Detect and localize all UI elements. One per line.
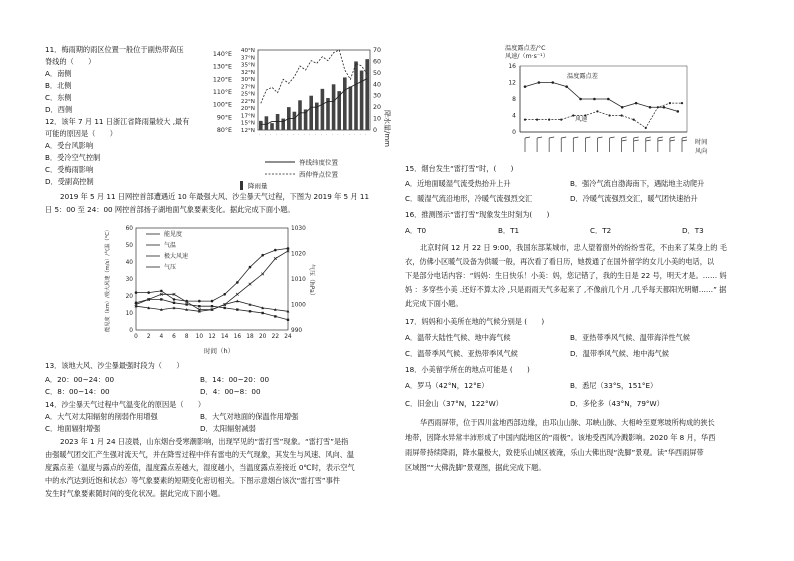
q16-option-d: D．T3 (682, 226, 704, 235)
q15-stem: 15．烟台发生“雷打雪”时，( ) (405, 164, 514, 173)
chart3-point (198, 300, 201, 303)
chart1-date-tick: · (330, 134, 335, 136)
yantai-line-1: 2023 年 1 月 24 日凌晨，山东烟台受寒潮影响，出现罕见的“雷打雪”现象。“雷打雪”是指 (60, 437, 349, 446)
chart1-rain-bar (354, 61, 358, 130)
chart1-right-axis-label: 降水量/mm (383, 110, 391, 147)
chart1-right-tick: 60 (373, 58, 382, 66)
chart2-y-tick: 0 (512, 129, 516, 136)
chart3-left-tick: 50 (125, 243, 133, 249)
q13-option-b: B．14：00~20：00 (200, 375, 270, 384)
chart3-right-tick: 1010 (291, 277, 306, 283)
story-line-3: 下是部分电话内容：“妈妈：生日快乐！小美：妈，您记错了，我的生日是 22 号，明天才是。…… 妈 (405, 271, 727, 280)
chart3-left-tick: 60 (125, 226, 133, 232)
wind-barb-feather (682, 137, 687, 138)
q18-stem: 18．小美留学所在的地点可能是 ( ) (405, 365, 530, 374)
yantai-line-4: 中的水汽达到近饱和状态）等气象要素的短期变化密切相关。下图示意烟台该次“雷打雪”事件 (45, 476, 340, 485)
chart2-dew-point (649, 106, 652, 109)
chart1-date-tick: · (269, 134, 273, 136)
chart1-right-tick: 20 (373, 104, 382, 112)
wind-barb-feather (597, 137, 602, 138)
chart2-dew-point (524, 85, 527, 88)
chart1-lat-tick: 35°N (240, 62, 255, 69)
q15-option-d: D．冷暖气流强烈交汇，暖气团快速抬升 (570, 194, 698, 203)
chart3-x-tick: 6 (172, 334, 176, 340)
chart3-point (160, 298, 162, 300)
q17-stem: 17．妈妈和小美所在地的气候分别是 ( ) (405, 317, 545, 326)
q17-option-c: C．温带季风气候、亚热带季风气候 (405, 349, 518, 358)
chart3-point (173, 298, 176, 301)
q16-option-a: A．T0 (405, 226, 427, 235)
chart2-label-dew: 温度露点差 (567, 73, 598, 80)
chart3-right-tick: 1000 (291, 302, 306, 309)
chart1-date-tick: · (341, 134, 346, 136)
chart3-legend-label: 气压 (164, 264, 177, 271)
chart3-left-tick: 40 (125, 260, 133, 266)
chart3-point (236, 293, 239, 296)
chart3-point (249, 283, 252, 286)
wind-barb-feather (622, 137, 627, 138)
chart3-left-tick: 0 (129, 328, 133, 334)
chart3-point (249, 310, 251, 312)
chart3-right-tick: 1020 (291, 251, 306, 258)
chart3-point (198, 305, 200, 307)
chart1-right-tick: 40 (373, 81, 382, 89)
chart3-x-axis-label: 时间（h） (204, 347, 235, 355)
q17-option-a: A．温带大陆性气候、地中海气候 (405, 333, 511, 342)
chart3-x-tick: 16 (233, 334, 242, 340)
chart1-legend-rain: 降雨量 (248, 182, 268, 190)
q11-option-b: B．北侧 (45, 81, 72, 90)
yantai-line-5: 发生时气象要素随时间的变化状况。据此完成下面小题。 (45, 489, 225, 498)
chart2-label-wind: 风速 (575, 116, 588, 123)
chart2-dew-point (607, 98, 610, 101)
chart1-lat-tick: 22°N (240, 98, 255, 105)
chart1-lat-tick: 17°N (240, 113, 255, 120)
chart3-point (261, 312, 263, 314)
chart1-date-tick: · (285, 134, 290, 136)
chart1-rain-bar (298, 100, 302, 130)
chart3-legend-label: 能见度 (164, 231, 183, 238)
chart2-y-tick: 12 (508, 79, 516, 87)
q13-stem: 13．该地大风、沙尘暴最强时段为（ ） (45, 361, 184, 370)
q12-option-c: C．受梅雨影响 (45, 165, 94, 174)
q18-option-c: C．旧金山（37°N，122°W） (405, 399, 503, 408)
chart1-right-tick: 30 (373, 92, 382, 100)
yantai-line-3: 度露点差（温度与露点的差值，温度露点差越大，湿度越小，当温度露点差接近 0℃时，表示空气 (45, 463, 355, 472)
chart2-wind-point (560, 119, 562, 121)
chart2-dew-point (579, 98, 582, 101)
huaxi-line-1: 华西雨屏带，位于四川盆地西部边缘，由邛山山脉、邛峡山脉、大相岭至夏寒坡所构成的狭长 (420, 418, 715, 427)
wind-barb-feather (622, 140, 627, 141)
q17-option-b: B．亚热带季风气候、温带海洋性气候 (570, 333, 690, 342)
chart2-dew-point (676, 110, 679, 113)
yantai-line-2: 由强暖气团交汇产生强对流天气，并在降雪过程中伴有雷电的天气现象，其发生与风速、风向、温 (45, 450, 355, 459)
chart1-date-tick: · (302, 134, 307, 136)
chart1-lon-tick: 130°E (212, 63, 232, 71)
chart2-wind-point (524, 119, 526, 121)
chart1-rain-bar (360, 71, 364, 130)
chart1-rain-bar (259, 121, 263, 130)
chart3-x-tick: 0 (134, 334, 138, 340)
chart3-point (261, 273, 264, 276)
chart1-lat-tick: 15°N (240, 120, 255, 127)
q14-option-c: C．地面辐射增强 (45, 424, 101, 433)
chart2-dew-point (635, 102, 638, 105)
wind-barb-feather (561, 137, 566, 138)
huaxi-line-3: 雨屏带持续降雨，降水量极大，致使乐山城区被淹，乐山大佛出现“洗脚”景观。读“华西雨屏带 (405, 448, 704, 457)
chart2-dew-point (621, 106, 624, 109)
q16-option-c: C．T2 (590, 226, 612, 235)
chart2-dew-point (593, 98, 596, 101)
chart3-point (249, 266, 252, 269)
wind-barb-feather (537, 137, 542, 138)
chart1-rain-bar (321, 89, 325, 130)
q12-option-d: D．受副高控制 (45, 177, 94, 186)
chart2-wind-label: 风向 (695, 148, 708, 155)
chart3-point (274, 257, 277, 260)
chart3-left-axis-label: 能见度（km）/极大风速（m/s）/气温（°C） (105, 226, 111, 332)
wind-barb-feather (585, 137, 590, 138)
chart1-date-tick: · (257, 134, 262, 136)
wind-barb-feather (634, 137, 639, 138)
chart1-date-tick: · (297, 134, 301, 136)
q11-option-c: C．东侧 (45, 93, 72, 102)
chart1-lat-tick: 27°N (240, 84, 255, 91)
chart3-point (223, 293, 226, 296)
chart2-dew-point (565, 85, 568, 88)
chart2-dew-point (551, 81, 554, 84)
chart3-left-tick: 20 (125, 294, 133, 300)
story-line-1: 北京时间 12 月 22 日 9:00，我国东部某城市，忠人望着窗外的纷纷雪花，不由来了某身上的 毛 (420, 243, 727, 252)
chart2-wind-point (608, 114, 610, 116)
q14-option-d: D．太阳辐射减弱 (200, 424, 256, 433)
chart1-rain-bar (276, 114, 280, 130)
chart3-point (173, 302, 175, 304)
intro-fog-line-2: 日 5：00 至 24：00 网控首部扬子湖地面气象要素变化。据此完成下面小题。 (45, 205, 295, 214)
chart1-lat-tick: 25°N (240, 91, 255, 98)
chart3-x-tick: 8 (184, 334, 189, 340)
q15-option-c: C．暖湿气流沿地形，冷暖气流强烈交汇 (405, 194, 533, 203)
chart1-lon-tick: 110°E (212, 89, 232, 96)
chart1-lat-tick: 32°N (240, 69, 255, 76)
chart1-right-tick: 50 (373, 69, 382, 77)
chart1-right-tick: 10 (373, 115, 382, 123)
chart1-legend-ridge: 脊线纬度位置 (299, 158, 338, 167)
chart2-y-tick: 8 (512, 96, 516, 103)
intro-fog-line-1: 2019 年 5 月 11 日网控首部遭遇近 10 年最强大风、沙尘暴天气过程，下图为 2019 年 5 月 11 (60, 192, 370, 201)
chart1-rain-bar (332, 84, 336, 130)
chart1-rain-bar (293, 112, 297, 130)
chart1-rain-bar (270, 123, 274, 130)
chart1-legend-west: 西伸脊点位置 (299, 170, 338, 179)
chart3-x-tick: 2 (146, 334, 151, 340)
thunder-snow-chart (495, 44, 715, 164)
chart2-wind-point (669, 102, 671, 104)
chart1-date-tick: · (291, 134, 296, 136)
chart1-lon-tick: 90°E (216, 114, 232, 122)
chart3-x-tick: 20 (258, 334, 267, 340)
chart3-right-tick: 990 (291, 328, 303, 334)
q13-option-c: C．8：00~14：00 (45, 387, 110, 396)
wind-barb-feather (670, 140, 675, 141)
chart2-wind-point (621, 114, 623, 116)
chart3-point (236, 300, 239, 303)
chart2-wind-point (633, 119, 635, 121)
huaxi-line-4: 区域图”“大佛洗脚”景观图，据此完成下题。 (405, 463, 546, 472)
chart3-x-tick: 12 (208, 334, 216, 340)
chart1-date-tick: · (274, 134, 279, 136)
chart1-date-tick: · (319, 134, 324, 136)
chart3-x-tick: 14 (220, 334, 229, 340)
q12-stem-1: 12．该年 7 月 11 日浙江省降雨量较大 ,最有 (45, 117, 190, 126)
wind-barb-feather (646, 140, 651, 141)
q16-stem: 16．推测图示“雷打雪”现象发生时刻为( ) (405, 210, 550, 219)
q14-option-a: A．大气对太阳辐射的削弱作用增强 (45, 412, 158, 421)
q13-option-d: D．4：00~8：00 (200, 387, 261, 396)
chart1-lat-tick: 40°N (240, 48, 255, 54)
chart3-point (236, 308, 238, 310)
q18-option-a: A．罗马（42°N，12°E） (405, 381, 489, 390)
q11-stem-2: 脊线的（ ） (45, 57, 96, 66)
wind-barb-feather (610, 137, 615, 138)
wind-barb-feather (658, 140, 663, 141)
q11-option-d: D．西侧 (45, 105, 73, 114)
chart3-point (287, 319, 289, 321)
chart3-right-tick: 1030 (291, 226, 306, 232)
q12-stem-2: 可能的原因是（ ） (45, 129, 117, 138)
chart2-y-tick: 4 (512, 112, 516, 120)
chart3-point (160, 290, 163, 293)
q14-stem: 14．沙尘暴天气过程中气温变化的原因是（ ） (45, 400, 206, 409)
q15-option-b: B．强冷气流自渤海南下，遇陆地主动爬升 (570, 179, 705, 188)
chart3-point (287, 247, 290, 250)
chart3-point (185, 303, 187, 305)
chart1-date-tick: · (263, 134, 268, 136)
chart1-date-tick: · (364, 134, 369, 136)
chart1-date-tick: · (325, 134, 329, 136)
chart1-lat-tick: 30°N (240, 77, 255, 84)
chart3-point (274, 249, 277, 252)
chart3-x-tick: 4 (159, 334, 164, 340)
chart1-lat-tick: 12°N (240, 128, 255, 134)
chart3-point (236, 281, 239, 284)
chart2-wind-point (681, 102, 683, 104)
chart1-lat-tick: 37°N (240, 55, 255, 62)
chart3-right-axis-label: 气压（hPa） (308, 264, 315, 299)
chart1-date-tick: · (347, 134, 352, 136)
q16-option-b: B．T1 (498, 226, 520, 235)
chart3-x-tick: 24 (284, 334, 292, 340)
chart2-wind-point (596, 110, 598, 112)
chart2-y-tick: 16 (508, 63, 516, 70)
q18-option-d: D．多伦多（43°N，79°W） (570, 399, 664, 408)
chart3-x-tick: 18 (246, 334, 254, 340)
chart2-wind-point (536, 119, 538, 121)
chart1-lon-tick: 80°E (216, 127, 232, 134)
chart3-point (147, 291, 150, 294)
story-line-4: 妈 ：多穿些小美 .还好不算太冷 ,只是雨雨天气多起来了 ,不像前几个月 ,几乎每天都阳光明媚……” 据 (405, 285, 727, 294)
chart1-rain-bar (365, 59, 369, 130)
chart2-wind-point (548, 119, 550, 121)
subtropical-high-chart (200, 40, 391, 190)
wind-barb-feather (670, 137, 675, 138)
q14-option-b: B．大气对地面的保温作用增强 (200, 412, 299, 421)
q11-stem-1: 11．梅雨期的雨区位置一般位于副热带高压 (45, 45, 184, 54)
wind-barb-feather (634, 140, 639, 141)
chart2-x-label: 时间 (695, 139, 708, 146)
chart3-legend-label: 极大风速 (164, 253, 189, 260)
chart3-point (211, 300, 214, 303)
chart3-left-tick: 10 (125, 311, 133, 317)
chart2-y-title-1: 温度露点差/°C (505, 45, 546, 52)
chart1-right-tick: 70 (373, 47, 382, 54)
chart1-date-tick: · (358, 134, 363, 136)
chart1-date-tick: · (313, 134, 318, 136)
q13-option-a: A．20：00~24：00 (45, 375, 115, 384)
q12-option-b: B．受冷空气控制 (45, 153, 101, 162)
chart3-point (211, 305, 213, 307)
chart2-dew-point (663, 106, 666, 109)
chart1-right-tick: 0 (373, 127, 378, 134)
chart1-lon-tick: 100°E (212, 101, 232, 109)
wind-barb-feather (646, 137, 651, 138)
chart2-wind-point (645, 127, 647, 129)
wind-barb-feather (573, 137, 578, 138)
q12-option-a: A．受台风影响 (45, 141, 94, 150)
wind-barb-feather (682, 140, 687, 141)
chart1-date-tick: · (353, 134, 357, 136)
chart1-date-tick: · (336, 134, 341, 136)
q11-option-a: A．南侧 (45, 69, 72, 78)
story-line-5: 此完成下面小题。 (405, 299, 463, 308)
chart2-wind-point (657, 106, 659, 108)
dust-storm-chart (100, 222, 315, 357)
wind-barb-feather (549, 137, 554, 138)
q15-option-a: A．近地面暖湿气流受热抬升上升 (405, 179, 511, 188)
wind-barb-feather (658, 137, 663, 138)
chart1-lat-tick: 20°N (240, 106, 255, 113)
chart3-x-tick: 22 (271, 334, 280, 340)
chart1-rain-bar (309, 96, 313, 130)
chart1-date-tick: · (280, 134, 285, 136)
chart1-rain-bar (343, 77, 347, 130)
chart3-x-tick: 10 (195, 334, 204, 340)
chart2-dew-point (538, 81, 541, 84)
chart1-date-tick: · (308, 134, 313, 136)
chart3-legend-label: 气温 (164, 242, 177, 249)
q17-option-d: D．温带季风气候、地中海气候 (570, 349, 669, 358)
chart3-point (135, 291, 138, 294)
chart3-left-tick: 30 (125, 277, 133, 283)
chart1-rain-bar (326, 98, 330, 130)
chart3-point (223, 307, 225, 309)
wind-barb-feather (525, 137, 530, 138)
chart3-point (261, 254, 264, 257)
story-line-2: 衣，仿佛小区暖气设备为供暖一般，再次看了看日历，她拨通了在国外留学的女儿小美的电话，以 (405, 257, 715, 266)
chart1-lon-tick: 120°E (212, 76, 232, 84)
huaxi-line-2: 地带，因降水异常丰沛形成了中国内陆地区的“雨极”。该地受西风冷溅影响。2020 年 8 月，华西 (405, 433, 716, 442)
chart3-point (274, 315, 276, 317)
q18-option-b: B．悉尼（33°S，151°E） (570, 381, 658, 390)
chart2-y-title-2: 风速/（m·s⁻¹） (505, 53, 549, 60)
chart1-rain-bar (349, 87, 353, 130)
chart1-lon-tick: 140°E (212, 51, 232, 58)
